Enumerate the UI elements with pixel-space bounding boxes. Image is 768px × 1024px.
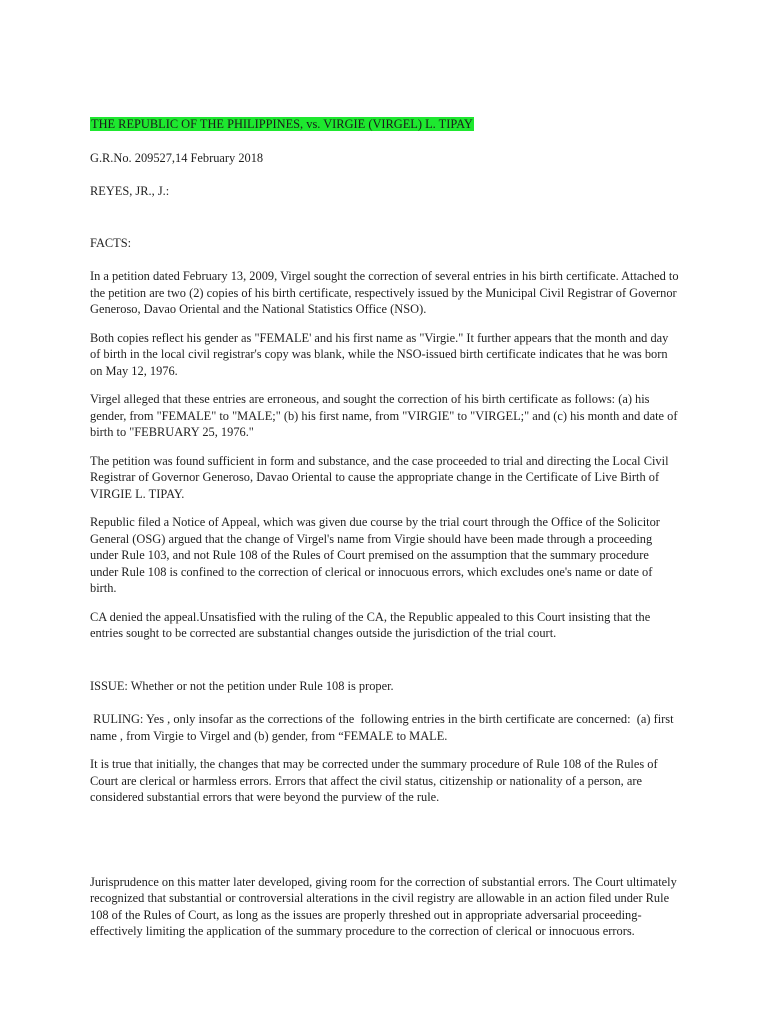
- facts-paragraph-2: Both copies reflect his gender as "FEMALE' and his first name as "Virgie." It further appears that the month and day of birth in the local civil registrar's copy was blank, while the NSO-issued birth certificate indicates that he was born on May 12, 1976.: [90, 330, 669, 378]
- ruling-statement: RULING: Yes , only insofar as the corrections of the following entries in the birth certificate are concerned: (a) first name , from Virgie to Virgel and (b) gender, from “FEMALE to MALE.: [90, 712, 677, 743]
- facts-paragraph-3: Virgel alleged that these entries are erroneous, and sought the correction of his birth certificate as follows: (a) his gender, from "FEMALE" to "MALE;" (b) his first name, from "VIRGIE" to "VIRGEL;" and (c) his month and date of birth to "FEBRUARY 25, 1976.": [90, 392, 678, 439]
- facts-heading: FACTS:: [90, 235, 132, 250]
- facts-paragraph-6: CA denied the appeal.Unsatisfied with the ruling of the CA, the Republic appealed to this Court insisting that the entries sought to be corrected are substantial changes outside the jurisdiction of the trial court.: [90, 609, 651, 640]
- case-number: G.R.No. 209527,14 February 2018: [90, 150, 264, 165]
- ruling-paragraph: It is true that initially, the changes that may be corrected under the summary procedure of Rule 108 of the Rules of Court are clerical or harmless errors. Errors that affect the civil status, citizenship or nationality of a person, are considered substantial errors that were beyond the purview of the rule.: [90, 757, 658, 804]
- facts-paragraph-5: Republic filed a Notice of Appeal, which was given due course by the trial court through the Office of the Solicitor General (OSG) argued that the change of Virgel's name from Virgie should have been made through a proceeding under Rule 103, and not Rule 108 of the Rules of Court premised on the assumption that the summary procedure under Rule 108 is confined to the correction of clerical or innocuous errors, which excludes one's name or date of birth.: [90, 515, 660, 595]
- facts-paragraph-4: The petition was found sufficient in form and substance, and the case proceeded to trial and directing the Local Civil Registrar of Governor Generoso, Davao Oriental to cause the appropriate change in the Certificate of Live Birth of VIRGIE L. TIPAY.: [90, 453, 669, 501]
- document-body: [90, 116, 680, 940]
- issue-statement: ISSUE: Whether or not the petition under Rule 108 is proper.: [90, 678, 394, 693]
- case-title-line: [90, 116, 680, 133]
- case-title: THE REPUBLIC OF THE PHILIPPINES, vs. VIRGIE (VIRGEL) L. TIPAY: [91, 117, 473, 131]
- ponente: REYES, JR., J.:: [90, 184, 170, 198]
- facts-paragraph-1: In a petition dated February 13, 2009, Virgel sought the correction of several entries in his birth certificate. Attached to the petition are two (2) copies of his birth certificate, respectively issued by the Municipal Civil Registrar of Governor Generoso, Davao Oriental and the National Statistics Office (NSO).: [90, 269, 679, 316]
- jurisprudence-paragraph: Jurisprudence on this matter later developed, giving room for the correction of substantial errors. The Court ultimately recognized that substantial or controversial alterations in the civil registry are allowable in an action filed under Rule 108 of the Rules of Court, as long as the issues are properly threshed out in appropriate adversarial proceeding-effectively limiting the application of the summary procedure to the correction of clerical or innocuous errors.: [90, 874, 677, 938]
